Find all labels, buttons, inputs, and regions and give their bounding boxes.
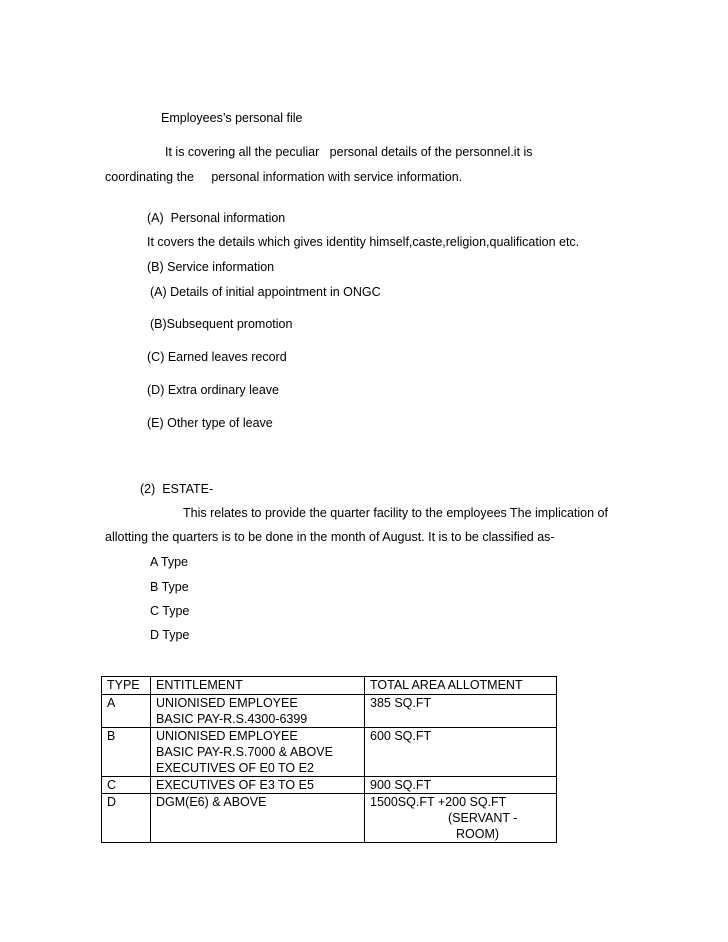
area-cell — [365, 695, 557, 728]
type-cell: B — [102, 728, 151, 777]
area-line: 385 SQ.FT — [370, 696, 432, 710]
service-item: (C) Earned leaves record — [147, 350, 287, 364]
service-item: (A) Details of initial appointment in ONGC — [150, 285, 381, 299]
page-heading: Employees’s personal file — [161, 111, 303, 125]
area-cell — [365, 728, 557, 777]
personal-info-description: It covers the details which gives identity himself,caste,religion,qualification etc. — [147, 235, 580, 249]
intro-line-1: It is covering all the peculiar personal details of the personnel.it is — [165, 145, 533, 159]
entitlement-line: EXECUTIVES OF E3 TO E5 — [156, 778, 314, 792]
service-item: (B)Subsequent promotion — [150, 317, 293, 331]
entitlement-cell — [151, 794, 365, 843]
type-cell: D — [102, 794, 151, 843]
entitlement-line: EXECUTIVES OF E0 TO E2 — [156, 761, 314, 775]
intro-line-2: coordinating the personal information with service information. — [105, 170, 463, 184]
service-info-title: (B) Service information — [147, 260, 275, 274]
estate-type-item: D Type — [150, 628, 190, 642]
entitlement-cell — [151, 728, 365, 777]
entitlement-line: DGM(E6) & ABOVE — [156, 795, 267, 809]
area-line: 1500SQ.FT +200 SQ.FT — [370, 795, 507, 809]
table-row — [102, 695, 557, 728]
column-header-entitlement: ENTITLEMENT — [151, 677, 365, 695]
area-line: ROOM) — [456, 827, 500, 841]
quarters-allotment-table — [101, 676, 557, 843]
area-line: 600 SQ.FT — [370, 729, 432, 743]
estate-line-2: allotting the quarters is to be done in the month of August. It is to be classified as- — [105, 530, 555, 544]
service-item: (D) Extra ordinary leave — [147, 383, 279, 397]
entitlement-line: BASIC PAY-R.S.4300-6399 — [156, 712, 308, 726]
type-cell: C — [102, 777, 151, 794]
entitlement-line: BASIC PAY-R.S.7000 & ABOVE — [156, 745, 333, 759]
table-row — [102, 777, 557, 794]
area-cell — [365, 777, 557, 794]
estate-line-1: This relates to provide the quarter facility to the employees The implication of — [183, 506, 608, 520]
estate-type-item: C Type — [150, 604, 190, 618]
estate-title: (2) ESTATE- — [140, 482, 214, 496]
column-header-area: TOTAL AREA ALLOTMENT — [365, 677, 557, 695]
area-line: 900 SQ.FT — [370, 778, 432, 792]
type-cell: A — [102, 695, 151, 728]
estate-type-item: A Type — [150, 555, 188, 569]
area-line: (SERVANT - — [448, 811, 518, 825]
entitlement-cell — [151, 777, 365, 794]
entitlement-line: UNIONISED EMPLOYEE — [156, 729, 298, 743]
area-cell — [365, 794, 557, 843]
personal-info-title: (A) Personal information — [147, 211, 286, 225]
entitlement-line: UNIONISED EMPLOYEE — [156, 696, 298, 710]
service-item: (E) Other type of leave — [147, 416, 273, 430]
table-row — [102, 728, 557, 777]
table-header-row — [102, 677, 557, 695]
entitlement-cell — [151, 695, 365, 728]
column-header-type: TYPE — [102, 677, 151, 695]
table-row — [102, 794, 557, 843]
estate-type-item: B Type — [150, 580, 189, 594]
